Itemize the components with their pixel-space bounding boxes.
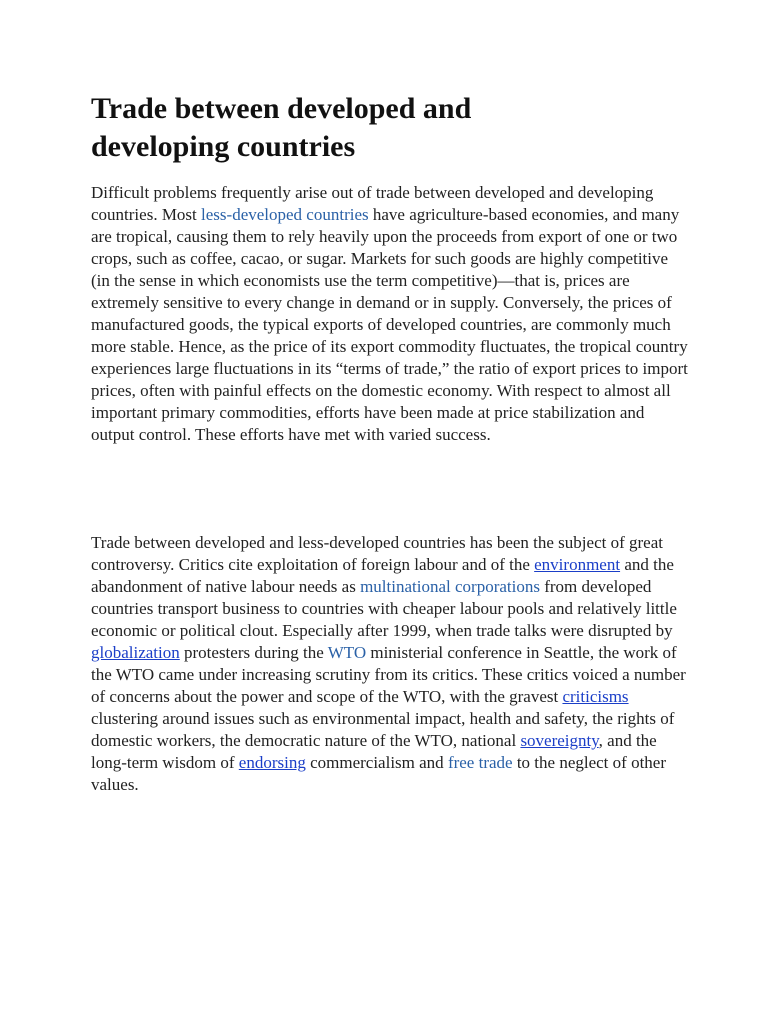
p2-text-8: commercialism and — [305, 753, 448, 772]
globalization-link[interactable]: globalization — [91, 643, 180, 662]
multinational-corporations-link[interactable]: multinational corporations — [360, 577, 540, 596]
less-developed-countries-link[interactable]: less-developed countries — [201, 205, 369, 224]
p2-text-1: Trade between developed and less-developed countries has been the subject of great controversy. Critics cite exploitation of foreign labour and of the — [91, 533, 663, 574]
p2-text-6: clustering around issues such as environmental impact, health and safety, the rights of domestic workers, the democratic nature of the WTO, national — [91, 709, 675, 750]
p2-text-7: , and the long-term wisdom of — [91, 731, 657, 772]
title-line-1: Trade between developed and — [91, 92, 472, 125]
criticisms-link[interactable]: criticisms — [562, 687, 629, 706]
wto-link[interactable]: WTO — [327, 643, 367, 662]
environment-link[interactable]: environment — [534, 555, 621, 574]
title-line-2: developing countries — [91, 130, 356, 163]
p2-text-4: protesters during the — [179, 643, 328, 662]
p2-text-2: and the abandonment of native labour needs as — [91, 555, 674, 596]
p1-text-2: have agriculture-based economies, and many are tropical, causing them to rely heavily upon the proceeds from export of one or two crops, such as coffee, cacao, or sugar. Markets for such goods are highly competitive (in the sense in which economists use the term competitive)—that is, prices are extremely sensitive to every change in demand or in supply. Conversely, the prices of manufactured goods, the typical exports of developed countries, are commonly much more stable. Hence, as the price of its export commodity fluctuates, the tropical country experiences large fluctuations in its “terms of trade,” the ratio of export prices to import prices, often with painful effects on the domestic economy. With respect to almost all important primary commodities, efforts have been made at price stabilization and output control. These efforts have met with varied success. — [91, 205, 688, 444]
p2-text-3: from developed countries transport business to countries with cheaper labour pools and relatively little economic or political clout. Especially after 1999, when trade talks were disrupted by — [91, 577, 677, 640]
paragraph-2 — [91, 532, 691, 796]
sovereignty-link[interactable]: sovereignty — [520, 731, 599, 750]
free-trade-link[interactable]: free trade — [447, 753, 513, 772]
p2-text-5: ministerial conference in Seattle, the work of the WTO came under increasing scrutiny from its critics. These critics voiced a number of concerns about the power and scope of the WTO, with the gravest — [91, 643, 686, 706]
paragraph-1 — [91, 182, 691, 446]
endorsing-link[interactable]: endorsing — [238, 753, 306, 772]
p1-text-1: Difficult problems frequently arise out of trade between developed and developing countries. Most — [91, 183, 654, 224]
article-title — [91, 90, 691, 166]
p2-text-9: to the neglect of other values. — [91, 753, 666, 794]
